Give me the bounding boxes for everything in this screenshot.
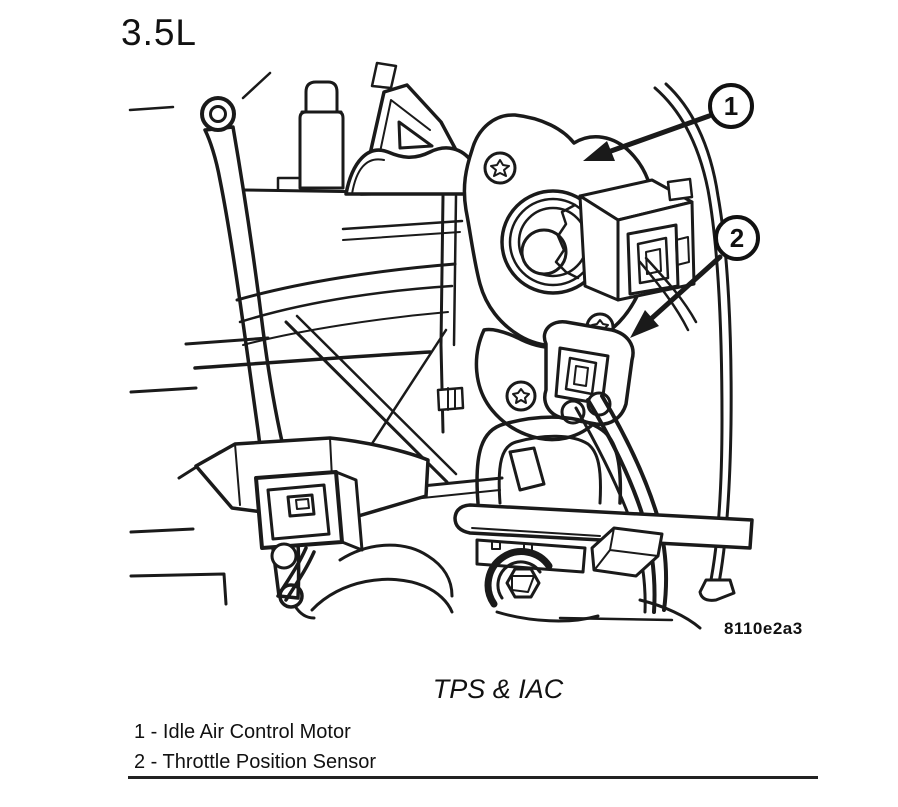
callout-balloon-1 [708,83,754,129]
fuel-rail-sensor-cylinder [300,82,343,188]
vacuum-fitting [438,388,463,410]
manifold-runner-wedge [346,63,478,194]
torx-screw-bottom [507,382,535,410]
lower-left-connector [131,438,428,618]
callout-1-number: 1 [723,90,739,121]
callout-2-number: 2 [729,222,745,253]
engine-size-title: 3.5L [121,12,198,53]
legend-item-2: 2 - Throttle Position Sensor [134,751,376,773]
figure-code: 8110e2a3 [724,619,803,638]
legend [134,717,376,777]
lower-bracket-and-clamp [312,528,700,628]
vacuum-hoses [455,417,752,548]
legend-item-1: 1 - Idle Air Control Motor [134,721,351,743]
figure-caption: TPS & IAC [432,674,564,704]
callout-balloon-2 [714,215,760,261]
tps-connector [544,322,633,425]
torx-screw-top [485,153,515,183]
bottom-divider [128,776,818,779]
